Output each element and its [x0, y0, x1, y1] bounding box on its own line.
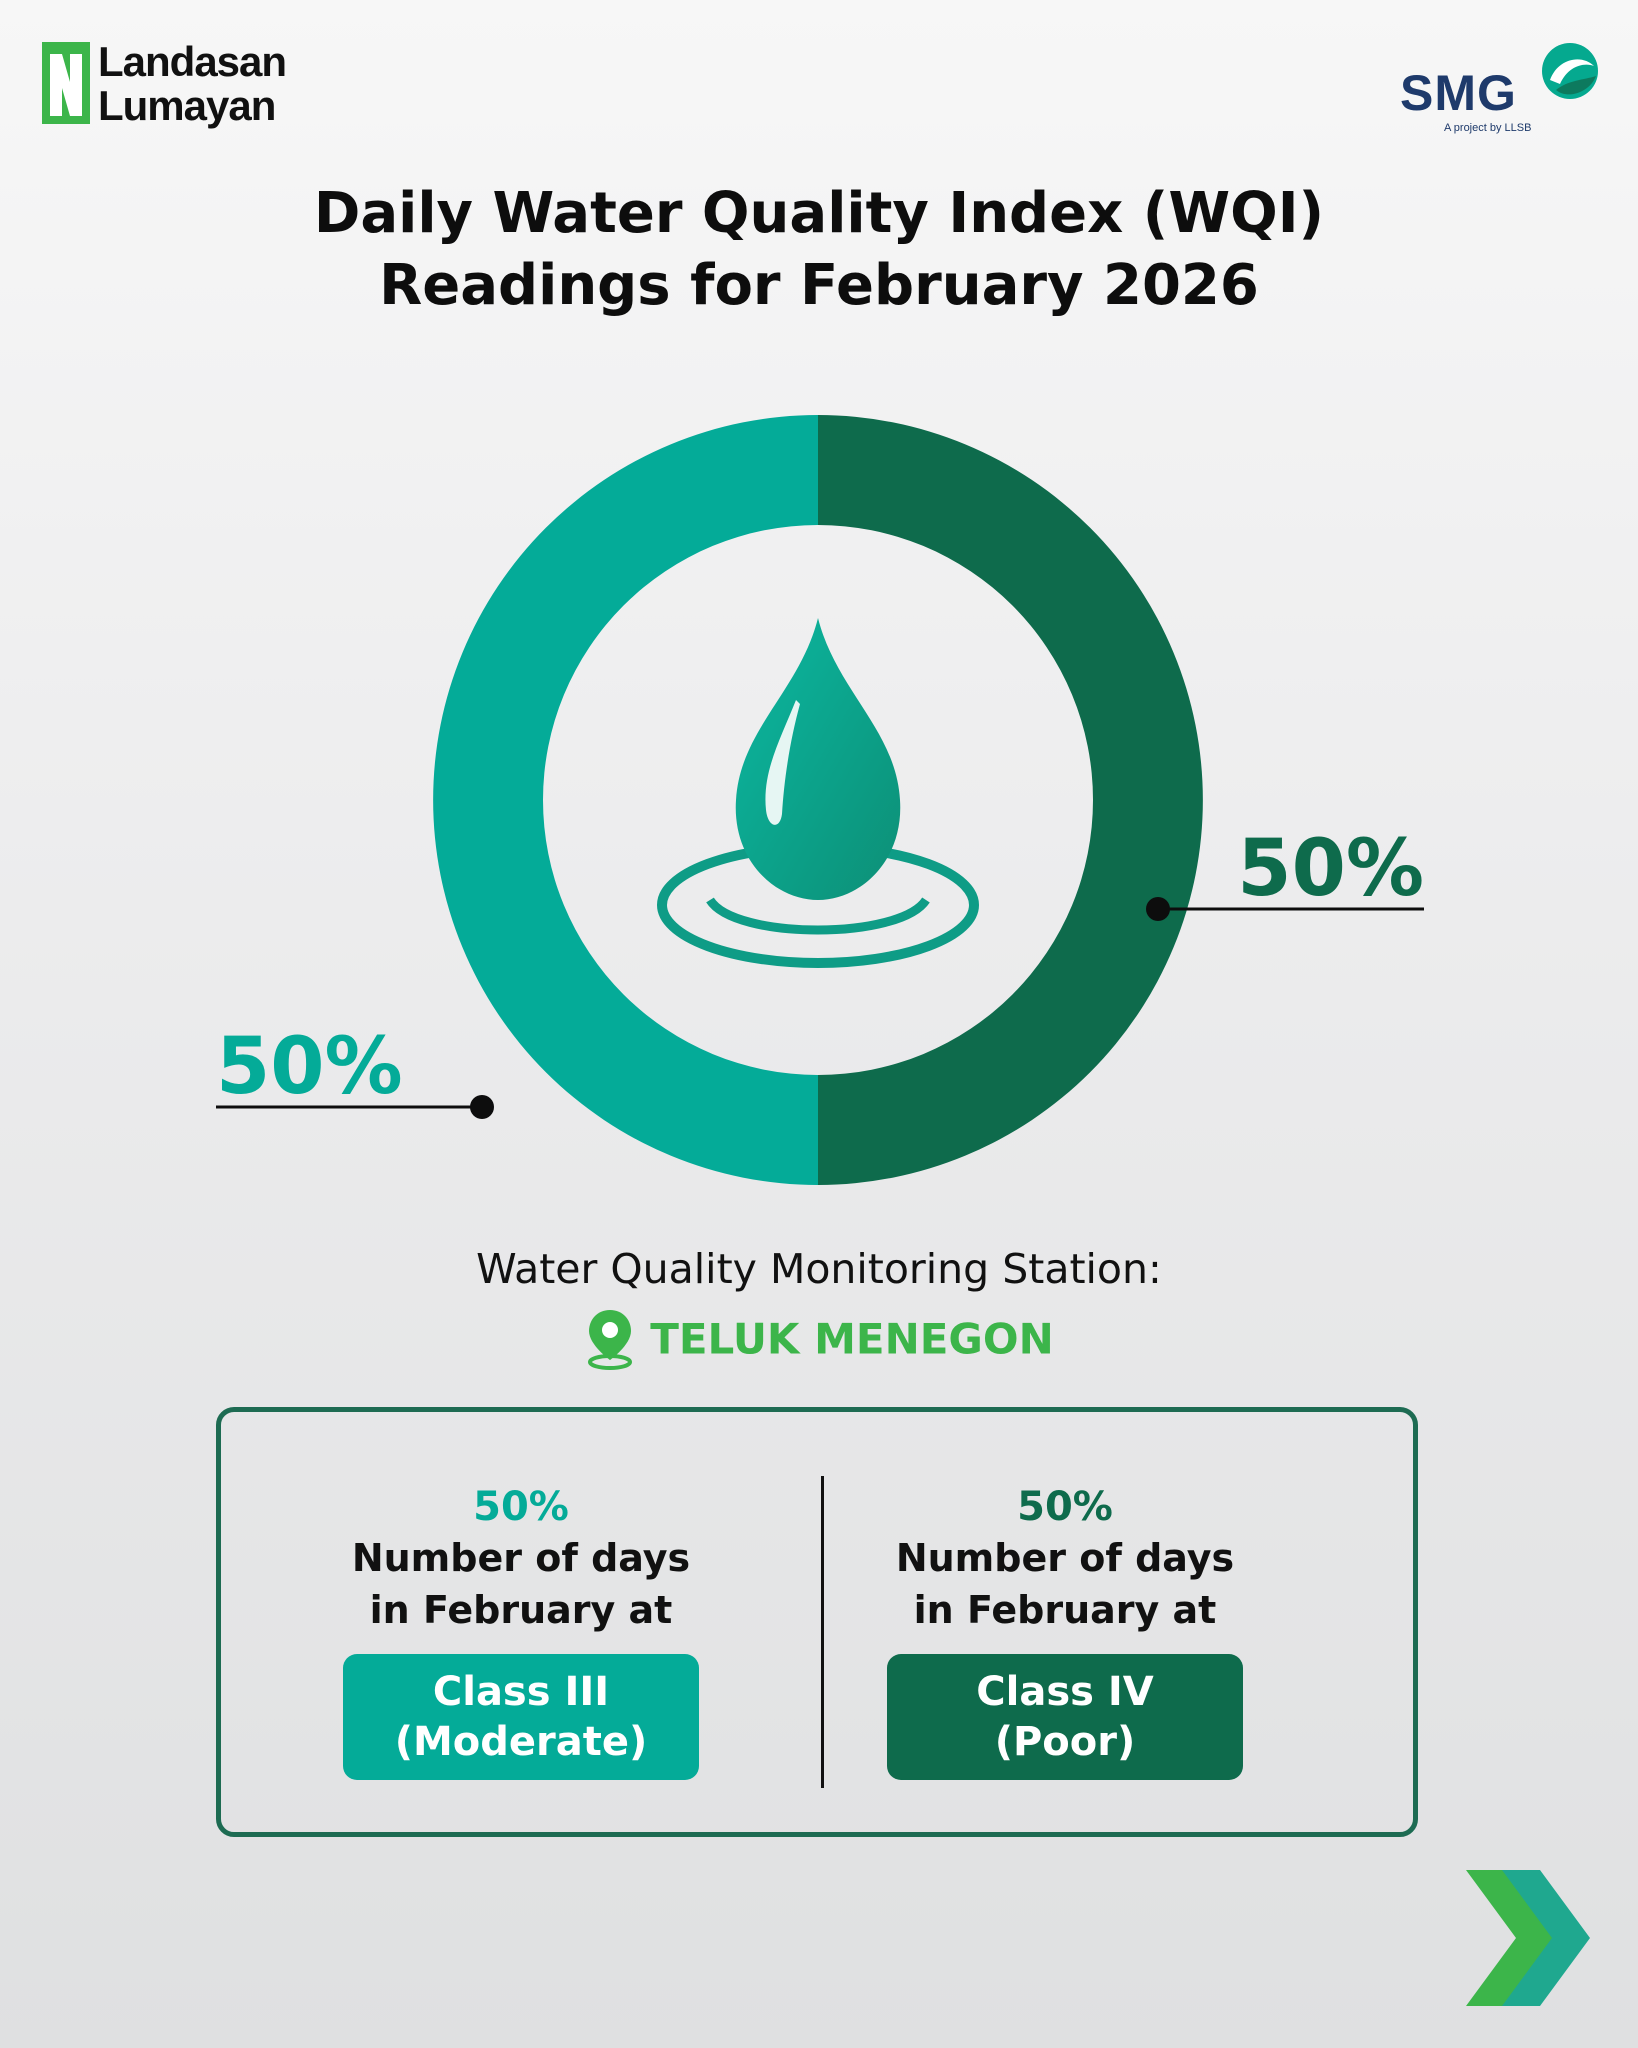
class-iv-label: Class IV	[976, 1669, 1154, 1715]
location-pin-icon	[584, 1308, 636, 1370]
brand-line-1: Landasan	[98, 38, 287, 85]
brand-line-2: Lumayan	[98, 82, 276, 129]
poor-desc-line-1: Number of days	[895, 1536, 1235, 1580]
poor-percent: 50%	[1017, 1484, 1113, 1530]
moderate-percent: 50%	[473, 1484, 569, 1530]
landasan-lumayan-mark-icon	[42, 42, 90, 124]
smg-logo	[1398, 40, 1598, 140]
wqi-donut-chart	[0, 400, 1638, 1220]
title-line-2: Readings for February 2026	[379, 253, 1259, 318]
smg-tagline: A project by LLSB	[1444, 122, 1532, 134]
class-iii-badge	[343, 1654, 699, 1780]
water-drop-icon	[662, 618, 974, 963]
slice-label-1: 50%	[1237, 824, 1424, 914]
summary-box	[216, 1407, 1418, 1837]
class-iv-sublabel: (Poor)	[994, 1719, 1136, 1765]
station-name: TELUK MENEGON	[650, 1314, 1054, 1364]
page-title	[0, 178, 1638, 322]
class-iii-sublabel: (Moderate)	[394, 1719, 648, 1765]
double-chevron-right-icon[interactable]	[1462, 1868, 1592, 2008]
slice-label-2: 50%	[216, 1022, 403, 1112]
smg-wordmark: SMG	[1400, 65, 1517, 121]
summary-moderate	[311, 1482, 731, 1780]
landasan-lumayan-logo	[42, 40, 342, 140]
station-name-row	[0, 1308, 1638, 1370]
poor-desc-line-2: in February at	[913, 1588, 1217, 1632]
smg-swirl-icon	[1538, 40, 1602, 102]
moderate-desc-line-1: Number of days	[351, 1536, 691, 1580]
brand-name	[98, 40, 286, 128]
title-line-1: Daily Water Quality Index (WQI)	[313, 181, 1325, 246]
class-iii-label: Class III	[432, 1669, 610, 1715]
summary-poor	[855, 1482, 1275, 1780]
class-iv-badge	[887, 1654, 1243, 1780]
summary-divider	[821, 1476, 824, 1788]
moderate-desc-line-2: in February at	[369, 1588, 673, 1632]
station-label: Water Quality Monitoring Station:	[476, 1245, 1162, 1293]
